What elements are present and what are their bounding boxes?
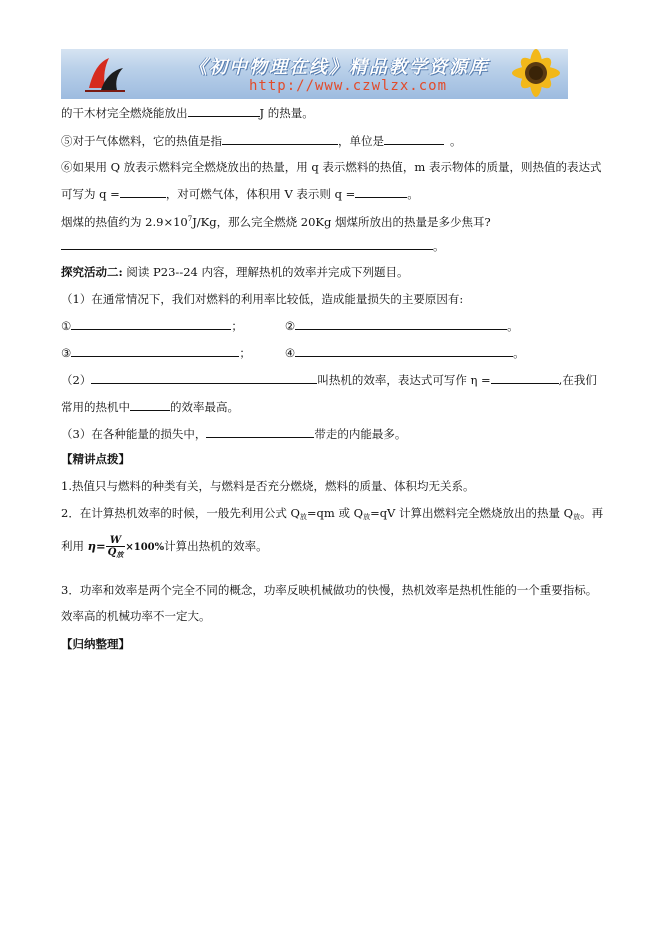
answer-line <box>61 237 445 254</box>
text-segment: 。 <box>433 239 445 253</box>
text-line <box>61 398 239 415</box>
text-segment: ③ <box>61 346 72 360</box>
text-segment: ，单位是 <box>338 134 384 148</box>
text-segment: 常用的热机中 <box>61 400 130 414</box>
text-line: 3．功率和效率是两个完全不同的概念，功率反映机械做功的快慢，热机效率是热机性能的一个重要指标。 <box>61 583 598 597</box>
percent-factor: ×100% <box>125 542 165 553</box>
blank-field[interactable] <box>384 132 444 145</box>
text-line <box>61 211 491 230</box>
blank-field[interactable] <box>91 371 317 384</box>
text-line: （1）在通常情况下，我们对燃料的利用率比较低，造成能量损失的主要原因有: <box>61 292 464 306</box>
text-line: 1.热值只与燃料的种类有关，与燃料是否充分燃烧，燃料的质量、体积均无关系。 <box>61 479 475 493</box>
text-segment: ④ <box>284 346 296 360</box>
efficiency-fraction <box>106 535 126 560</box>
blank-field[interactable] <box>206 425 314 438</box>
section-heading: 【归纳整理】 <box>61 637 130 651</box>
header-banner <box>61 49 568 99</box>
text-segment: 。 <box>407 187 419 201</box>
text-line <box>61 104 314 121</box>
text-segment: 。 <box>513 346 525 360</box>
fraction-numerator: W <box>106 535 126 547</box>
site-logo-icon <box>83 54 127 94</box>
text-segment: 烟煤的热值约为 2.9×10 <box>61 215 188 229</box>
text-line <box>61 425 406 442</box>
text-segment: J/Kg，那么完全燃烧 20Kg 烟煤所放出的热量是多少焦耳? <box>192 215 491 229</box>
text-line <box>61 264 409 280</box>
blank-field[interactable] <box>222 132 338 145</box>
text-segment: 阅读 P23--24 内容，理解热机的效率并完成下列题目。 <box>122 265 409 279</box>
blank-field[interactable] <box>130 398 170 411</box>
text-segment: 。再 <box>580 506 604 520</box>
text-segment: 2．在计算热机效率的时候，一般先利用公式 Q <box>61 506 300 520</box>
text-segment: ① <box>61 319 72 333</box>
blank-field[interactable] <box>71 344 239 357</box>
text-segment: 可写为 q = <box>61 187 120 201</box>
subscript: 放 <box>116 549 124 559</box>
text-segment: 的干木材完全燃烧能放出 <box>61 106 188 120</box>
blank-field[interactable] <box>295 344 513 357</box>
text-line <box>61 505 603 525</box>
fraction-denominator <box>106 547 126 560</box>
text-segment: =qm 或 Q <box>306 506 364 520</box>
banner-url[interactable]: http://www.czwlzx.com <box>249 78 448 94</box>
text-line: ⑥如果用 Q 放表示燃料完全燃烧放出的热量，用 q 表示燃料的热值，m 表示物体的质量，则热值的表达式 <box>61 160 602 174</box>
text-segment: （2） <box>61 373 92 387</box>
sunflower-icon <box>494 49 564 99</box>
subscript: 放 <box>363 513 371 521</box>
blank-field[interactable] <box>188 104 260 117</box>
text-segment: ，对可燃气体，体积用 V 表示则 q = <box>165 187 356 201</box>
blank-field[interactable] <box>120 185 166 198</box>
text-segment: ； <box>231 319 243 333</box>
text-segment: （3）在各种能量的损失中， <box>61 427 207 441</box>
text-line <box>61 132 462 149</box>
text-segment: ⑤对于气体燃料，它的热值是指 <box>61 134 222 148</box>
blank-field[interactable] <box>295 317 507 330</box>
text-segment: 叫热机的效率，表达式可写作 η = <box>317 373 491 387</box>
section-heading: 探究活动二: <box>61 265 123 279</box>
blank-field[interactable] <box>355 185 407 198</box>
text-segment: 计算出热机的效率。 <box>164 539 268 553</box>
text-segment: =qV 计算出燃料完全燃烧放出的热量 Q <box>370 506 574 520</box>
text-segment: 的效率最高。 <box>170 400 239 414</box>
text-segment: ② <box>284 319 296 333</box>
blank-field[interactable] <box>71 317 231 330</box>
text-line: 效率高的机械功率不一定大。 <box>61 609 211 623</box>
section-heading: 【精讲点拨】 <box>61 452 130 466</box>
text-line <box>61 317 519 334</box>
text-segment: ,在我们 <box>558 373 597 387</box>
denominator-symbol: Q <box>107 546 117 558</box>
text-segment: 利用 <box>61 539 84 553</box>
blank-field[interactable] <box>61 237 433 250</box>
text-segment: 。 <box>450 134 462 148</box>
subscript: 放 <box>299 513 307 521</box>
text-line <box>61 185 419 202</box>
text-segment: 带走的内能最多。 <box>314 427 407 441</box>
formula-eta: η= <box>87 539 106 553</box>
blank-field[interactable] <box>491 371 559 384</box>
text-segment: ； <box>239 346 251 360</box>
banner-title: 《初中物理在线》精品教学资源库 <box>189 57 489 78</box>
text-segment: 。 <box>507 319 519 333</box>
text-line <box>61 371 597 388</box>
subscript: 放 <box>573 513 581 521</box>
text-segment: J 的热量。 <box>259 106 314 120</box>
text-line <box>61 533 268 561</box>
superscript: 7 <box>187 215 193 223</box>
text-line <box>61 344 525 361</box>
